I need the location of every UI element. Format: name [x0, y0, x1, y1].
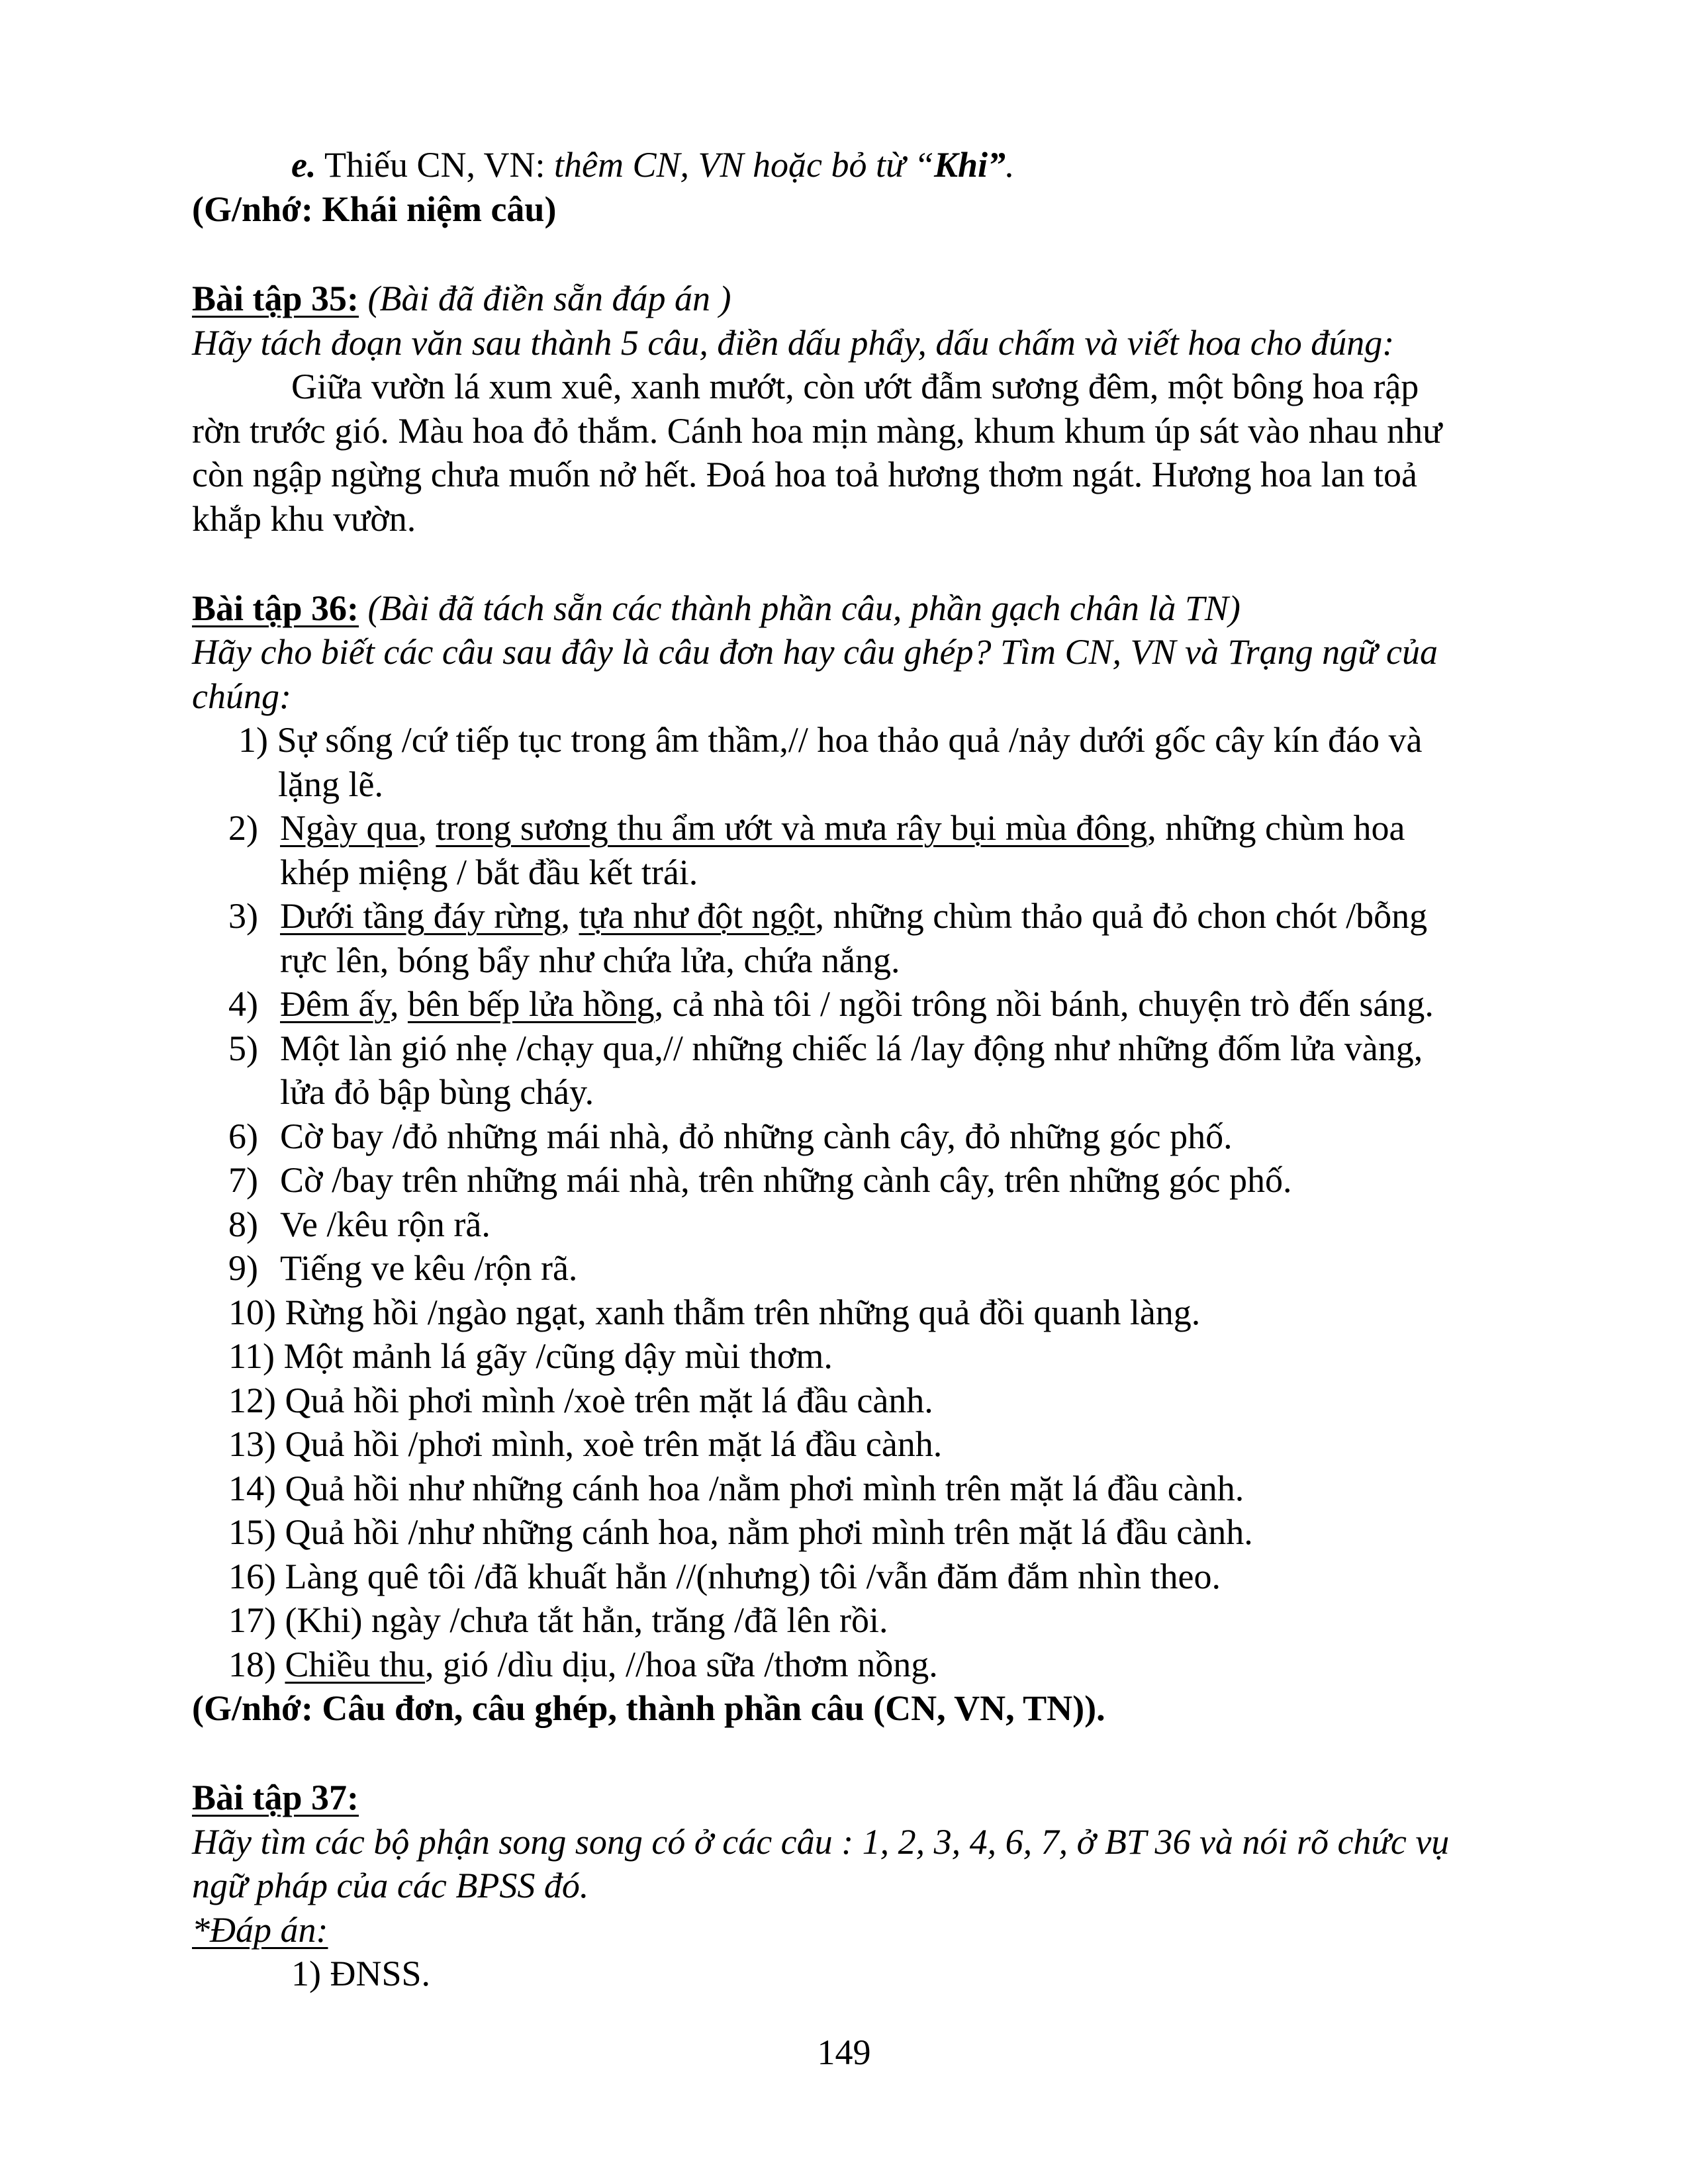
- sentence-15: 15) Quả hồi /như những cánh hoa, nằm phơi mình trên mặt lá đầu cành.: [228, 1512, 1253, 1552]
- note-sentence-concept: (G/nhớ: Khái niệm câu): [192, 189, 557, 229]
- exercise-37-task: ngữ pháp của các BPSS đó.: [192, 1866, 589, 1905]
- exercise-35-heading: Bài tập 35: (Bài đã điền sẵn đáp án ): [192, 279, 731, 318]
- exercise-35-paragraph-line: còn ngập ngừng chưa muốn nở hết. Đoá hoa toả hương thơm ngát. Hương hoa lan toả: [192, 455, 1417, 494]
- sentence-9: 9) Tiếng ve kêu /rộn rã.: [228, 1248, 578, 1288]
- sentence-2-cont: khép miệng / bắt đầu kết trái.: [280, 852, 698, 892]
- sentence-11: 11) Một mảnh lá gãy /cũng dậy mùi thơm.: [228, 1336, 833, 1376]
- exercise-35-paragraph-line: rờn trước gió. Màu hoa đỏ thắm. Cánh hoa mịn màng, khum khum úp sát vào nhau như: [192, 411, 1442, 451]
- sentence-3-cont: rực lên, bóng bẩy như chứa lửa, chứa nắng.: [280, 940, 900, 980]
- exercise-35-task: Hãy tách đoạn văn sau thành 5 câu, điền dấu phẩy, dấu chấm và viết hoa cho đúng:: [192, 323, 1395, 363]
- sentence-2: 2) Ngày qua, trong sương thu ẩm ướt và mưa rây bụi mùa đông, những chùm hoa: [228, 808, 1405, 848]
- exercise-36-task: Hãy cho biết các câu sau đây là câu đơn hay câu ghép? Tìm CN, VN và Trạng ngữ của: [192, 632, 1438, 672]
- sentence-8: 8) Ve /kêu rộn rã.: [228, 1205, 491, 1244]
- sentence-14: 14) Quả hồi như những cánh hoa /nằm phơi mình trên mặt lá đầu cành.: [228, 1469, 1244, 1508]
- exercise-37-heading: Bài tập 37:: [192, 1778, 359, 1817]
- exercise-36-task: chúng:: [192, 676, 291, 716]
- sentence-10: 10) Rừng hồi /ngào ngạt, xanh thẫm trên những quả đồi quanh làng.: [228, 1293, 1201, 1332]
- item-e: e. Thiếu CN, VN: thêm CN, VN hoặc bỏ từ “Khi”.: [291, 145, 1015, 185]
- sentence-13: 13) Quả hồi /phơi mình, xoè trên mặt lá đầu cành.: [228, 1424, 943, 1464]
- sentence-17: 17) (Khi) ngày /chưa tắt hẳn, trăng /đã lên rồi.: [228, 1600, 888, 1640]
- sentence-18: 18) Chiều thu, gió /dìu dịu, //hoa sữa /thơm nồng.: [228, 1645, 938, 1684]
- sentence-5-cont: lửa đỏ bập bùng cháy.: [280, 1072, 594, 1112]
- answer-item-1: 1) ĐNSS.: [291, 1954, 431, 1993]
- sentence-16: 16) Làng quê tôi /đã khuất hẳn //(nhưng) tôi /vẫn đăm đắm nhìn theo.: [228, 1557, 1221, 1596]
- answer-label: *Đáp án:: [192, 1910, 328, 1950]
- exercise-35-paragraph-line: Giữa vườn lá xum xuê, xanh mướt, còn ướt đẫm sương đêm, một bông hoa rập: [291, 367, 1419, 406]
- sentence-1-cont: lặng lẽ.: [278, 764, 383, 804]
- sentence-3: 3) Dưới tầng đáy rừng, tựa như đột ngột, những chùm thảo quả đỏ chon chót /bỗng: [228, 896, 1428, 936]
- sentence-4: 4) Đêm ấy, bên bếp lửa hồng, cả nhà tôi / ngồi trông nồi bánh, chuyện trò đến sáng.: [228, 984, 1434, 1024]
- sentence-7: 7) Cờ /bay trên những mái nhà, trên những cành cây, trên những góc phố.: [228, 1160, 1292, 1200]
- sentence-6: 6) Cờ bay /đỏ những mái nhà, đỏ những cành cây, đỏ những góc phố.: [228, 1116, 1233, 1156]
- note-sentence-types: (G/nhớ: Câu đơn, câu ghép, thành phần câu (CN, VN, TN)).: [192, 1688, 1105, 1728]
- exercise-35-paragraph-line: khắp khu vườn.: [192, 499, 416, 539]
- sentence-5: 5) Một làn gió nhẹ /chạy qua,// những chiếc lá /lay động như những đốm lửa vàng,: [228, 1028, 1423, 1068]
- sentence-12: 12) Quả hồi phơi mình /xoè trên mặt lá đầu cành.: [228, 1381, 933, 1420]
- sentence-1: 1) Sự sống /cứ tiếp tục trong âm thầm,// hoa thảo quả /nảy dưới gốc cây kín đáo và: [238, 720, 1423, 760]
- exercise-36-heading: Bài tập 36: (Bài đã tách sẵn các thành phần câu, phần gạch chân là TN): [192, 588, 1241, 628]
- exercise-37-task: Hãy tìm các bộ phận song song có ở các câu : 1, 2, 3, 4, 6, 7, ở BT 36 và nói rõ chức vụ: [192, 1822, 1450, 1862]
- page-number: 149: [817, 2032, 871, 2072]
